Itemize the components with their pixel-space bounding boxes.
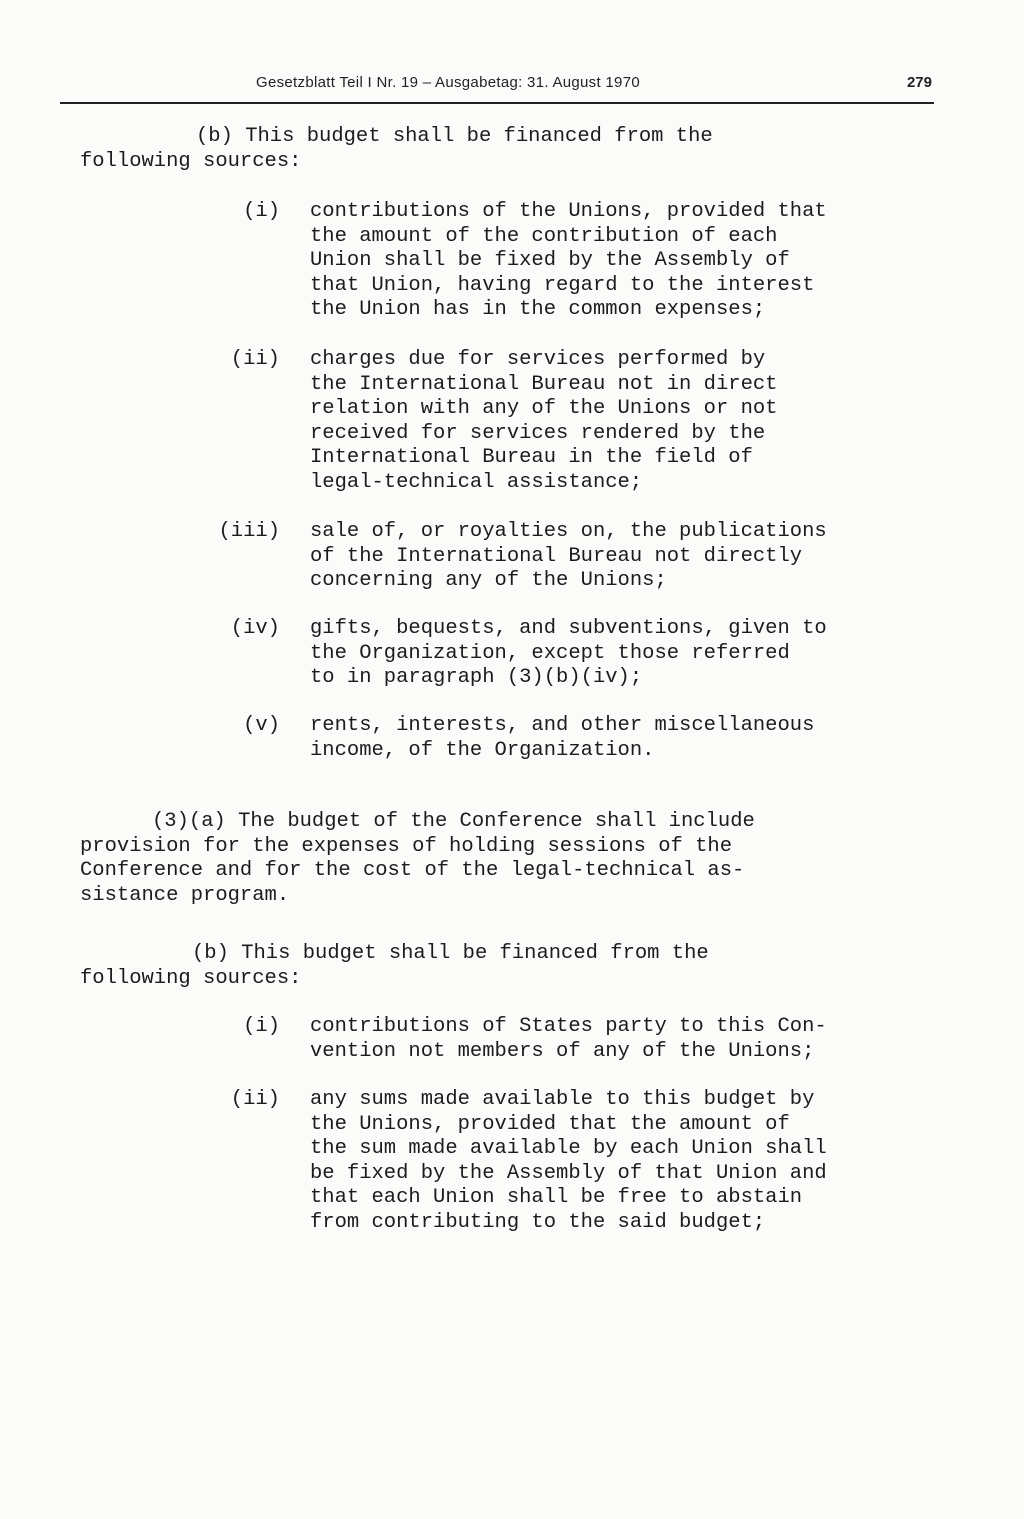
item-line: rents, interests, and other miscellaneous <box>310 714 815 737</box>
item-line: income, of the Organization. <box>310 738 655 762</box>
section-3a-line-4: sistance program. <box>80 883 290 907</box>
item-line: the Union has in the common expenses; <box>310 298 766 321</box>
running-header <box>60 70 934 104</box>
item-line: International Bureau in the field of <box>310 446 753 469</box>
item-label: (i) <box>243 200 280 223</box>
running-title: Gesetzblatt Teil I Nr. 19 – Ausgabetag: 31. August 1970 <box>256 74 640 91</box>
item-line: concerning any of the Unions; <box>310 569 667 592</box>
item-text <box>310 200 827 323</box>
item-line: vention not members of any of the Unions; <box>310 1039 815 1063</box>
item-label: (i) <box>243 1015 280 1038</box>
item-line: the sum made available by each Union shall <box>310 1137 827 1160</box>
item-text <box>310 1015 827 1064</box>
item-line: that each Union shall be free to abstain <box>310 1186 803 1209</box>
section-1b-line-2: following sources: <box>80 149 302 173</box>
item-line: the amount of the contribution of each <box>310 224 778 248</box>
item-line: received for services rendered by the <box>310 421 766 445</box>
section-3a <box>80 810 755 908</box>
item-line: the Unions, provided that the amount of <box>310 1112 790 1136</box>
section-3b-intro <box>80 942 709 991</box>
item-label: (iv) <box>230 617 280 640</box>
section-1b-line-1: (b) This budget shall be financed from the <box>196 125 713 148</box>
page-number: 279 <box>906 74 932 91</box>
item-line: charges due for services performed by <box>310 348 766 371</box>
item-line: contributions of States party to this Con- <box>310 1015 827 1038</box>
item-line: sale of, or royalties on, the publications <box>310 520 827 543</box>
section-3b-line-1: (b) This budget shall be financed from the <box>192 942 709 965</box>
item-line: the International Bureau not in direct <box>310 372 778 396</box>
item-line: gifts, bequests, and subventions, given to <box>310 617 827 640</box>
section-3a-line-2: provision for the expenses of holding sessions of the <box>80 834 733 858</box>
item-text <box>310 1088 827 1235</box>
item-label: (v) <box>243 714 280 737</box>
item-line: contributions of the Unions, provided that <box>310 200 827 223</box>
item-line: the Organization, except those referred <box>310 641 790 665</box>
section-3b-line-2: following sources: <box>80 966 302 990</box>
section-3a-line-3: Conference and for the cost of the legal-technical as- <box>80 859 745 882</box>
section-1b-intro <box>80 125 713 174</box>
item-line: Union shall be fixed by the Assembly of <box>310 249 790 272</box>
item-text <box>310 617 827 691</box>
section-3a-line-1: (3)(a) The budget of the Conference shall include <box>152 810 755 833</box>
item-text <box>310 348 777 495</box>
item-line: from contributing to the said budget; <box>310 1210 766 1234</box>
item-line: legal-technical assistance; <box>310 470 643 494</box>
item-line: that Union, having regard to the interest <box>310 273 815 297</box>
item-label: (ii) <box>230 348 280 371</box>
item-line: to in paragraph (3)(b)(iv); <box>310 666 643 689</box>
item-label: (ii) <box>230 1088 280 1111</box>
item-text <box>310 714 814 763</box>
item-text <box>310 520 827 594</box>
item-line: any sums made available to this budget by <box>310 1088 815 1111</box>
item-label: (iii) <box>218 520 280 543</box>
item-line: be fixed by the Assembly of that Union and <box>310 1161 827 1185</box>
item-line: of the International Bureau not directly <box>310 544 803 568</box>
item-line: relation with any of the Unions or not <box>310 397 778 420</box>
